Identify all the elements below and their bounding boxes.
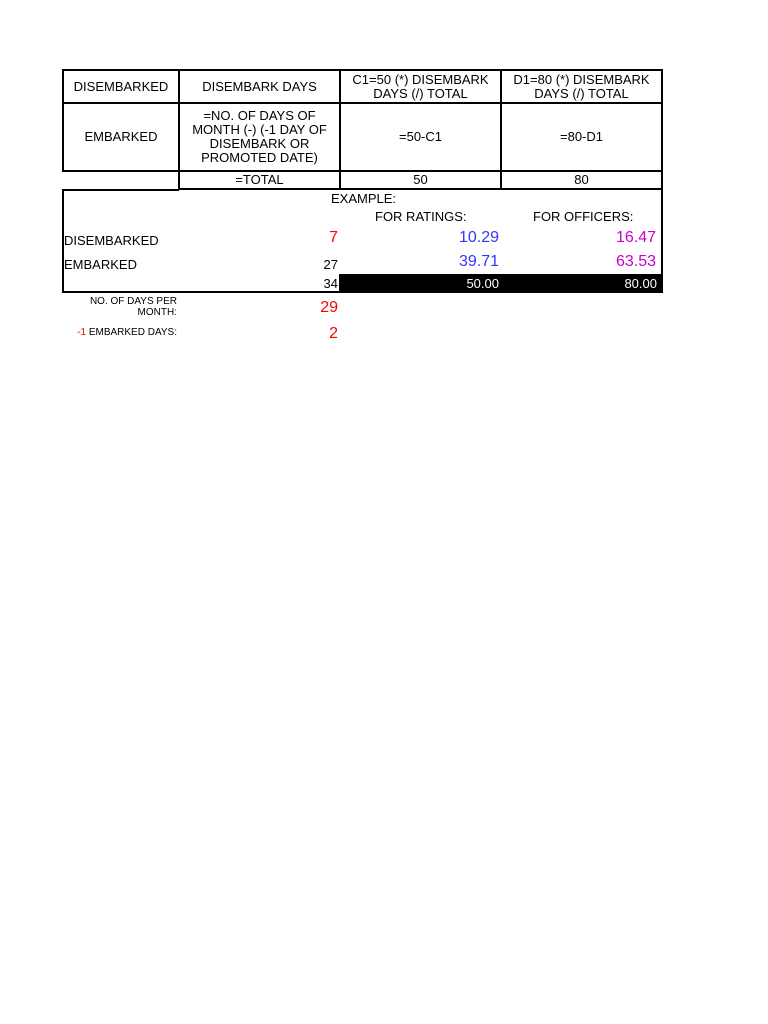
example-total-ratings: 50.00 — [466, 276, 499, 291]
embarked-days-value: 2 — [329, 325, 338, 342]
example-disembarked-label: DISEMBARKED — [64, 233, 159, 248]
example-disembarked-days: 7 — [329, 229, 338, 246]
cell-d1-formula-header: D1=80 (*) DISEMBARK DAYS (/) TOTAL — [513, 71, 650, 101]
cell-d-embarked-formula: =80-D1 — [560, 129, 603, 144]
cell-d-total: 80 — [574, 172, 589, 187]
cell-disembarked-label: DISEMBARKED — [73, 78, 169, 94]
cell-total-formula: =TOTAL — [235, 172, 284, 187]
days-per-month-value: 29 — [320, 299, 338, 316]
cell-embarked-label: EMBARKED — [84, 129, 158, 144]
cell-c-embarked-formula: =50-C1 — [399, 129, 442, 144]
embarked-days-label — [40, 327, 177, 338]
embarked-days-label-text: EMBARKED DAYS: — [86, 327, 177, 338]
example-disembarked-officers: 16.47 — [615, 229, 656, 246]
cell-c1-formula-header: C1=50 (*) DISEMBARK DAYS (/) TOTAL — [352, 71, 489, 101]
days-per-month-label-line1: NO. OF DAYS PER — [89, 296, 177, 307]
cell-embarked-days-formula: =NO. OF DAYS OF MONTH (-) (-1 DAY OF DISEMBARK OR PROMOTED DATE) — [192, 108, 327, 165]
example-embarked-days: 27 — [323, 257, 338, 272]
table-divider-3a — [62, 189, 179, 191]
example-embarked-officers: 63.53 — [615, 253, 656, 270]
cell-c-total: 50 — [413, 172, 428, 187]
embarked-days-prefix: -1 — [77, 327, 87, 338]
table-divider-3 — [178, 188, 663, 190]
example-disembarked-ratings: 10.29 — [458, 229, 499, 246]
ratings-header: FOR RATINGS: — [375, 209, 467, 224]
cell-disembark-days-header: DISEMBARK DAYS — [202, 78, 317, 94]
example-total-days: 34 — [323, 276, 338, 291]
officers-header: FOR OFFICERS: — [533, 209, 634, 224]
table-border-right — [661, 69, 663, 190]
example-embarked-label: EMBARKED — [64, 257, 137, 272]
example-embarked-ratings: 39.71 — [458, 253, 499, 270]
example-total-officers: 80.00 — [624, 276, 657, 291]
days-per-month-label-line2: MONTH: — [137, 307, 177, 318]
example-title: EXAMPLE: — [331, 191, 397, 206]
